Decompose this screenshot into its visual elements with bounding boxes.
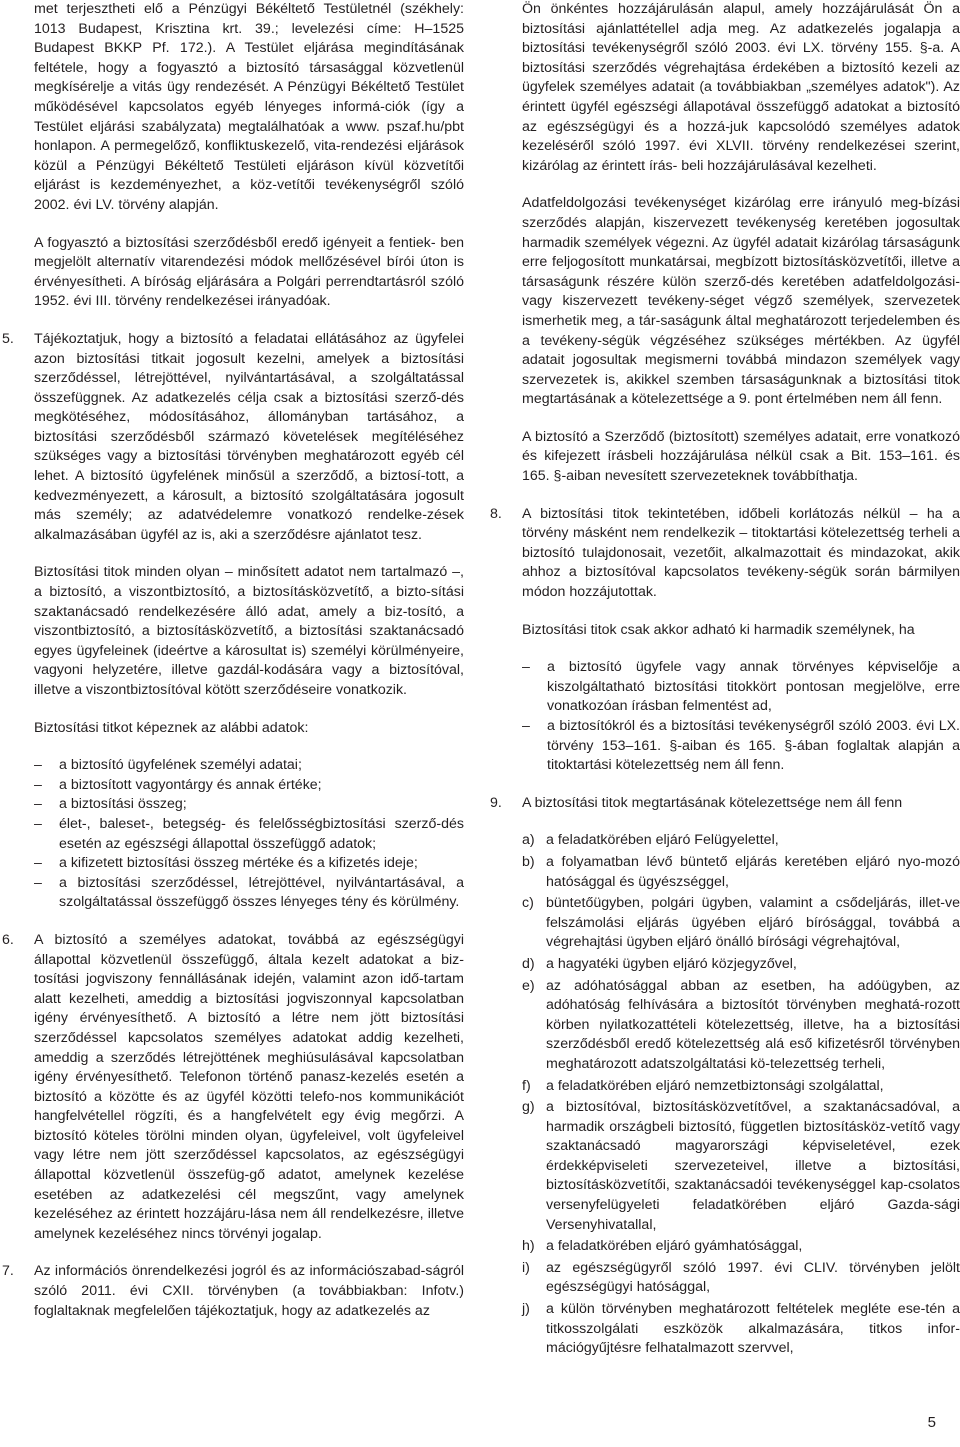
section-5-p2: Biztosítási titok minden olyan – minősített adatot nem tartalmazó –, a biztosító, a viszontbiztosító, a biztosításközvetítő, a bizto-sítási szaktanácsadó rendelkezésére álló adat, amely a biz-tosító, a viszontbiztosító, a biztosításközvetítő, a biztosítási szaktanácsadó egyes ügyfeleinek (ideértve a károsultat is) személyi körülményeire, vagyoni helyzetére, illetve gazdál-kodására vagy a biztosítóval, illetve a viszontbiztosítóval kötött szerződéseire vonatkozik.: [34, 564, 464, 698]
section-number: 8.: [490, 505, 502, 522]
disclosure-conditions-list: [522, 658, 960, 776]
list-letter: b): [522, 853, 535, 870]
list-item: – a biztosítókról és a biztosítási tevékenységről szóló 2003. évi LX. törvény 153–161. §-aiban és 165. §-ában foglaltak alapján a titoktartási kötelezettség nem áll fenn.: [522, 718, 960, 774]
list-item: e) az adóhatósággal abban az esetben, ha adóügyben, az adóhatóság felhívására a biztosítót törvényben meghatá-rozott körben nyilatkozattételi kötelezettség, illetve, ha a biztosítási szerződésből eredő kötelezettség alá eső kifizetésről törvényben meghatározott adatszolgáltatási kö-telezettség terheli,: [522, 977, 960, 1072]
section-5-list-intro: Biztosítási titkot képeznek az alábbi adatok:: [34, 719, 309, 736]
secret-data-list: [34, 756, 464, 913]
dash-bullet: –: [522, 718, 530, 734]
section-8-p2: Biztosítási titok csak akkor adható ki harmadik személynek, ha: [522, 621, 915, 638]
section-number: 9.: [490, 794, 502, 811]
list-letter: c): [522, 895, 534, 912]
exceptions-list: [522, 831, 960, 1358]
list-item: – a biztosító ügyfele vagy annak törvényes képviselője a kiszolgáltatható biztosítási titokkört pontosan megjelölve, erre vonatkozóan írásban felmentést ad,: [522, 659, 960, 715]
left-column: [2, 0, 464, 1339]
dash-bullet: –: [34, 776, 42, 793]
dash-bullet: –: [34, 874, 42, 891]
list-item: – a kifizetett biztosítási összeg mértéke és a kifizetés ideje;: [34, 854, 464, 874]
list-letter: g): [522, 1099, 535, 1116]
list-letter: d): [522, 955, 535, 972]
list-item: d) a hagyatéki ügyben eljáró közjegyzővel,: [522, 955, 960, 975]
list-item: g) a biztosítóval, biztosításközvetítővel, a szaktanácsadóval, a harmadik országbeli biztosító, független biztosításköz-vetítő vagy szaktanácsadó magyarországi képviseletével, ezek érdekképviseleti szervezeteivel, illetve a biztosítási, biztosításközvetítői, szaktanácsadói tevékenységgel kap-csolatos versenyfelügyeleti feladatkörében eljáró Gazda-sági Versenyhivatallal,: [522, 1099, 960, 1233]
section-number: 5.: [2, 330, 14, 347]
section-8-p1: A biztosítási titok tekintetében, időbeli korlátozás nélkül – ha a törvény másként nem rendelkezik – titoktartási kötelezettség terheli a biztosító tulajdonosait, vezetőit, alkalmazottait és mindazokat, akik ahhoz a biztosítóval kapcsolatos tevékeny-ségük során bármilyen módon hozzájutottak.: [522, 505, 960, 601]
list-item: f) a feladatkörében eljáró nemzetbiztonsági szolgálattal,: [522, 1077, 960, 1097]
dash-bullet: –: [34, 815, 42, 832]
list-item: – a biztosított vagyontárgy és annak értéke;: [34, 776, 464, 796]
list-letter: j): [522, 1301, 530, 1318]
dash-bullet: –: [522, 659, 530, 676]
list-letter: e): [522, 977, 535, 994]
list-item: c) büntetőügyben, polgári ügyben, valamint a csődeljárás, illet-ve felszámolási eljárás ügyében eljáró bírósággal, továbbá a végrehajtási ügyben eljáró önálló bírósági végrehajtóval,: [522, 895, 960, 951]
section-5-p1: Tájékoztatjuk, hogy a biztosító a feladatai ellátásához az ügyfelei azon biztosítási titkait jogosult kezelni, amelyek a biztosítási szerződéssel, létrejöttével, nyilvántartásával, a szolgáltatással összefüggnek. Az adatkezelés célja csak a biztosítási szerző-dés megkötéséhez, módosításához, állományban tartásához, a biztosítási szerződésből származó követelések megítéléséhez szükséges vagy a biztosítási törvényben meghatározott egyéb cél lehet. A biztosító ügyfelének minősül a szerződő, a biztosí-tott, a kedvezményezett, a károsult, a biztosító szolgáltatására jogosult más személy; az adatvédelemre vonatkozó rendelke-zések alkalmazásában ügyfél az is, aki a szerződésre ajánlatot tesz.: [34, 330, 464, 543]
section-9: [490, 794, 960, 1359]
dash-bullet: –: [34, 757, 42, 774]
processing-paragraph: Adatfeldolgozási tevékenységet kizárólag erre irányuló meg-bízási szerződés alapján, kiszervezett tevékenység keretében jogosultak harmadik személyek végezni. Az ügyfél adatait kizárólag társaságunk erre feljogosított munkatársai, megbízott biztosításközvetítői, illetve a társaságunk részére külön szerző-dés keretében adatfeldolgozási- vagy kiszervezett tevékeny-séget végző személyek, szervezetek ismerhetik meg, a tár-saságunk által meghatározott terjedelemben és a tevékeny-ségük végzéséhez szükséges mértékben. Az ügyfél adatait jogosultak megismerni továbbá mindazon személyek vagy szervezetek is, akikkel szemben társaságunknak a biztosítási titok megtartásának a kötelezettsége a 9. pont értelmében nem áll fenn.: [522, 195, 960, 408]
section-8: [490, 505, 960, 776]
list-item: – a biztosítási szerződéssel, létrejöttével, nyilvántartásával, a szolgáltatással összefüggő összes lényeges tény és körülmény.: [34, 874, 464, 911]
court-paragraph: A fogyasztó a biztosítási szerződésből eredő igényeit a fentiek- ben megjelölt alternatív vitarendezési módok mellőzésével bírói úton is érvényesítheti. A bíróság eljárására a Polgári perrendtartásról szóló 1952. évi III. törvény rendelkezései irányadóak.: [34, 234, 464, 310]
list-item: i) az egészségügyről szóló 1997. évi CLIV. törvényben jelölt egészségügyi hatósággal,: [522, 1259, 960, 1296]
dash-bullet: –: [34, 855, 42, 872]
list-item: a) a feladatkörében eljáró Felügyelettel,: [522, 831, 960, 851]
section-7-p1: Az információs önrendelkezési jogról és az információszabad-ságról szóló 2011. évi CXII. törvényben (a továbbiakban: Infotv.) foglaltaknak megfelelően tájékoztatjuk, hogy az adatkezelés az: [34, 1263, 464, 1319]
list-item: j) a külön törvényben meghatározott feltételek megléte ese-tén a titkosszolgálati eszközök alkalmazására, titkos infor-mációgyűjtésre felhatalmazott szervvel,: [522, 1301, 960, 1357]
page-number: 5: [927, 1414, 936, 1432]
section-number: 7.: [2, 1263, 14, 1280]
list-item: – élet-, baleset-, betegség- és felelősségbiztosítási szerző-dés esetén az egészségi állapottal összefüggő adatok;: [34, 815, 464, 852]
section-6: [2, 931, 464, 1245]
section-9-p1: A biztosítási titok megtartásának kötelezettsége nem áll fenn: [522, 794, 903, 811]
list-letter: h): [522, 1238, 535, 1255]
list-item: b) a folyamatban lévő büntető eljárás keretében eljáró nyo-mozó hatósággal és ügyészséggel,: [522, 853, 960, 890]
right-column: [490, 0, 960, 1377]
section-5: [2, 330, 464, 913]
list-letter: a): [522, 832, 535, 849]
list-letter: f): [522, 1077, 531, 1094]
list-item: h) a feladatkörében eljáró gyámhatósággal,: [522, 1237, 960, 1257]
transfer-paragraph: A biztosító a Szerződő (biztosított) személyes adatait, erre vonatkozó és kifejezett írásbeli hozzájárulása nélkül csak a Bit. 153–161. és 165. §-aiban nevesített szervezeteknek továbbíthatja.: [522, 428, 960, 485]
list-item: – a biztosító ügyfelének személyi adatai;: [34, 756, 464, 776]
section-7: [2, 1262, 464, 1321]
consent-paragraph: Ön önkéntes hozzájárulásán alapul, amely hozzájárulását Ön a biztosítási ajánlattétellel adja meg. Az adatkezelés jogalapja a biztosítási tevékenységről szóló 2003. évi LX. törvény 155. §-a. A biztosítási szerződés végrehajtása érdekében a biztosító kezeli az ügyfelek személyes adatait (a továbbiakban „személyes adatok"). Az érintett ügyfél egészségi állapotával összefüggő adatokat a biztosító az egészségügyi és a hozzá-juk kapcsolódó személyes adatok kezeléséről szóló 1997. évi XLVII. törvény rendelkezései szerint, kizárólag az érintett írás- beli hozzájárulásával kezelheti.: [522, 1, 960, 174]
dash-bullet: –: [34, 796, 42, 813]
list-item: – a biztosítási összeg;: [34, 795, 464, 815]
list-letter: i): [522, 1259, 530, 1276]
section-6-p1: A biztosító a személyes adatokat, továbbá az egészségügyi állapottal közvetlenül összefüggő, általa kezelt adatokat a biz-tosítási jogviszony fennállásának idején, valamint azon idő-tartam alatt kezelheti, ameddig a biztosítási jogviszonnyal kapcsolatban igény érvényesíthető. A biztosító a létre nem jött biztosítási szerződéssel kapcsolatos személyes adatokat addig kezelheti, ameddig a szerződés létrejöttének meghiúsulásával kapcsolatban igény érvényesíthető. Telefonon történő panasz-kezelés esetén a biztosító a közötte és az ügyfél közötti telefo-nos kommunikációt hangfelvétellel rögzíti, és a hangfelvételt egy évig megőrzi. A biztosító köteles törölni minden olyan, ügyfeleivel, volt ügyfeleivel vagy létre nem jött szerződéssel kapcsolatos, az egészségügyi állapottal közvetlenül összefüg-gő adatot, amelynek kezelése esetében az adatkezelési cél megszűnt, vagy amelynek kezeléséhez az érintett hozzájáru-lása nem áll rendelkezésre, illetve amelynek kezeléséhez nincs törvényi jogalap.: [34, 931, 464, 1242]
intro-paragraph: met terjesztheti elő a Pénzügyi Békéltető Testületnél (székhely: 1013 Budapest, Krisztina krt. 39.; levelezési címe: H–1525 Budapest BKKP Pf. 172.). A Testület eljárása megindításának feltétele, hogy a fogyasztó a biztosító társasággal közvetlenül megkísérelje a vitás ügy rendezését. A Pénzügyi Békéltető Testület működésével kapcsolatos egyéb lényeges informá-ciók (így a Testület eljárási szabályzata) megtalálhatóak a www. pszaf.hu/pbt honlapon. A permegelőző, konfliktuskezelő, vita-rendezési eljárások közül a Pénzügyi Békéltető Testületi eljáráson kívül közvetítői eljárást is kezdeményezhet, a köz-vetítői tevékenységről szóló 2002. évi LV. törvény alapján.: [34, 1, 464, 213]
section-number: 6.: [2, 931, 14, 948]
